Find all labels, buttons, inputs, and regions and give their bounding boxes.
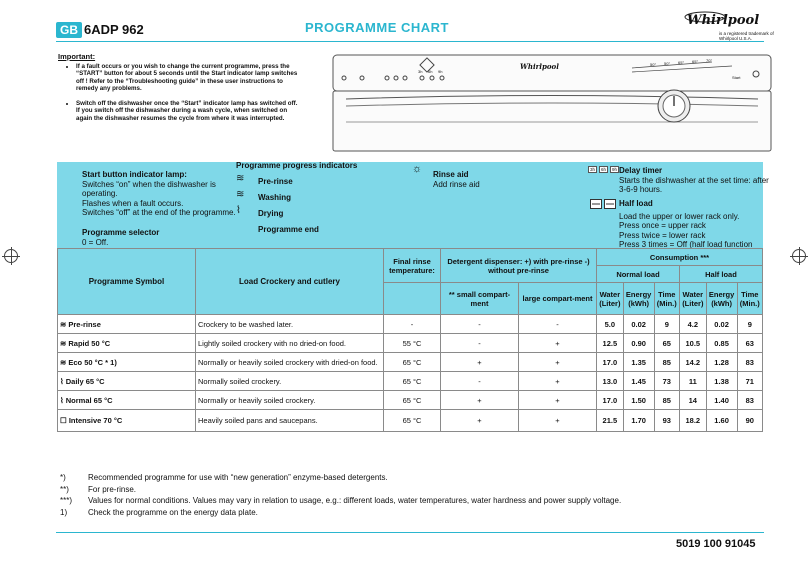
programme-name: Normal 65 °C — [65, 395, 113, 405]
footnote — [60, 484, 621, 496]
panel-delay-label: 6h — [428, 69, 433, 74]
small-cell: + — [441, 391, 519, 410]
table-row — [58, 334, 763, 353]
selector-text: 0 = Off. — [82, 237, 109, 247]
value-cell: 1.38 — [706, 372, 737, 391]
panel-delay-label: 9h — [438, 69, 443, 74]
daily-icon: ⌇ — [60, 376, 66, 386]
footer-rule — [56, 532, 764, 533]
delay-label: 6h — [601, 167, 607, 172]
panel-prog-label: 65° — [678, 60, 685, 65]
col-header-small: ** small compart-ment — [441, 283, 519, 315]
col-header-time: Time (Min.) — [737, 283, 762, 315]
small-cell: - — [441, 334, 519, 353]
temp-cell: 65 °C — [384, 353, 441, 372]
brand-logo — [683, 8, 774, 42]
value-cell: 0.90 — [623, 334, 654, 353]
half-load-line: Press once = upper rack — [619, 221, 706, 230]
intensive-icon: ☐ — [60, 416, 69, 425]
footnotes — [60, 472, 621, 518]
value-cell: 12.5 — [597, 334, 624, 353]
value-cell: 90 — [737, 410, 762, 432]
panel-brand: Whirlpool — [520, 62, 559, 71]
footnote-key: **) — [60, 484, 69, 494]
delay-timer-icon — [588, 166, 619, 173]
col-header-final-rinse: Final rinse temperature: — [384, 249, 441, 283]
temp-cell: 65 °C — [384, 372, 441, 391]
progress-title: Programme progress indicators — [236, 161, 358, 170]
programme-cell — [58, 334, 196, 353]
col-header-detergent: Detergent dispenser: +) with pre-rinse -) without pre-rinse — [441, 249, 597, 283]
value-cell: 1.35 — [623, 353, 654, 372]
value-cell: 1.40 — [706, 391, 737, 410]
large-cell: - — [519, 315, 597, 334]
col-header-symbol: Programme Symbol — [58, 249, 196, 315]
footnote — [60, 472, 621, 484]
delay-label: 3h — [590, 167, 596, 172]
value-cell: 63 — [737, 334, 762, 353]
load-cell: Lightly soiled crockery with no dried-on food. — [196, 334, 384, 353]
important-heading: Important: — [58, 52, 96, 61]
footnote-text: Values for normal conditions. Values may vary in relation to usage, e.g.: different loads, water temperatures, water hardness and power supply voltage. — [88, 496, 622, 505]
col-header-consumption: Consumption *** — [597, 249, 763, 266]
value-cell: 93 — [654, 410, 679, 432]
load-cell: Heavily soiled pans and saucepans. — [196, 410, 384, 432]
value-cell: 9 — [737, 315, 762, 334]
table-row — [58, 410, 763, 432]
half-load-line: Press twice = lower rack — [619, 230, 706, 240]
half-load-line: Press 3 times = Off (half load function — [619, 240, 753, 249]
value-cell: 0.02 — [706, 315, 737, 334]
col-header-time: Time (Min.) — [654, 283, 679, 315]
start-lamp-line: Flashes when a fault occurs. — [82, 198, 184, 208]
value-cell: 85 — [654, 353, 679, 372]
washing-icon: ≋ — [236, 189, 245, 200]
programme-cell — [58, 410, 196, 432]
header-rule — [56, 41, 764, 42]
value-cell: 9 — [654, 315, 679, 334]
table-row — [58, 353, 763, 372]
programme-name: Daily 65 °C — [65, 376, 105, 386]
panel-prog-label: 50° — [664, 61, 671, 66]
pre-rinse-icon: ≋ — [236, 173, 245, 184]
progress-item — [236, 189, 386, 208]
footnote-text: Recommended programme for use with “new generation” enzyme-based detergents. — [88, 473, 388, 482]
value-cell: 0.02 — [623, 315, 654, 334]
table-row — [58, 372, 763, 391]
table-row — [58, 315, 763, 334]
brand-name: Whirlpool — [687, 13, 760, 28]
half-load-line: Load the upper or lower rack only. — [619, 211, 740, 221]
large-cell: + — [519, 391, 597, 410]
document-code: 5019 100 91045 — [676, 538, 756, 550]
col-header-load: Load Crockery and cutlery — [196, 249, 384, 315]
half-load-icon — [590, 199, 616, 209]
value-cell: 1.45 — [623, 372, 654, 391]
delay-timer-info — [619, 166, 769, 195]
value-cell: 11 — [679, 372, 706, 391]
value-cell: 0.85 — [706, 334, 737, 353]
brand-trademark: is a registered trademark of Whirlpool U.S.A. — [719, 31, 774, 41]
selector-info — [82, 228, 159, 247]
value-cell: 10.5 — [679, 334, 706, 353]
progress-item — [236, 224, 386, 240]
start-lamp-line: Switches “off” at the end of the programme. — [82, 208, 236, 217]
col-header-blank — [384, 283, 441, 315]
footnote-key: ***) — [60, 496, 73, 505]
temp-cell: 65 °C — [384, 391, 441, 410]
large-cell: + — [519, 372, 597, 391]
value-cell: 1.70 — [623, 410, 654, 432]
value-cell: 73 — [654, 372, 679, 391]
important-item: • Switch off the dishwasher once the “Start” indicator lamp has switched off. If you switch off the dishwasher during a wash cycle, when switched on again the dishwasher resumes the cycle from where it was interrupted. — [76, 100, 301, 123]
drying-icon: ⌇ — [236, 205, 241, 216]
important-notice — [58, 53, 301, 157]
value-cell: 85 — [654, 391, 679, 410]
delay-title: Delay timer — [619, 166, 663, 175]
footnote-key: *) — [60, 473, 66, 482]
normal-icon: ⌇ — [60, 395, 66, 405]
start-lamp-line: Switches “on” when the dishwasher is operating. — [82, 179, 216, 198]
small-cell: - — [441, 315, 519, 334]
panel-start-label: Start — [732, 75, 741, 80]
value-cell: 18.2 — [679, 410, 706, 432]
load-cell: Crockery to be washed later. — [196, 315, 384, 334]
value-cell: 65 — [654, 334, 679, 353]
col-header-energy: Energy (kWh) — [706, 283, 737, 315]
col-header-large: large compart-ment — [519, 283, 597, 315]
programme-name: Eco 50 °C * 1) — [68, 357, 117, 367]
value-cell: 5.0 — [597, 315, 624, 334]
programme-cell — [58, 315, 196, 334]
pre-rinse-icon: ≋ — [60, 319, 69, 329]
load-cell: Normally or heavily soiled crockery with dried-on food. — [196, 353, 384, 372]
programme-name: Pre-rinse — [68, 319, 101, 329]
programme-cell — [58, 391, 196, 410]
col-header-water: Water (Liter) — [597, 283, 624, 315]
footnote-key: 1) — [60, 507, 68, 517]
col-header-normal-load: Normal load — [597, 266, 680, 283]
important-item: • If a fault occurs or you wish to change the current programme, press the “START” button for about 5 seconds until the Start indicator lamp switches off ! Refer to the “Troubleshooting guide” in these user instructions to remedy any problems. — [76, 63, 301, 93]
registration-mark-right — [792, 249, 806, 263]
registration-mark-left — [4, 249, 18, 263]
panel-prog-label: 65° — [692, 59, 699, 64]
control-panel-illustration — [332, 54, 772, 158]
progress-item-label: Drying — [258, 209, 284, 218]
footnote — [60, 507, 621, 519]
progress-item-label: Programme end — [258, 225, 319, 234]
footnote-text: Check the programme on the energy data plate. — [88, 507, 258, 517]
value-cell: 17.0 — [597, 353, 624, 372]
half-load-title: Half load — [619, 199, 653, 208]
value-cell: 21.5 — [597, 410, 624, 432]
page-title: PROGRAMME CHART — [305, 20, 449, 35]
delay-label: 9h — [612, 167, 618, 172]
eco-icon: ≋ — [60, 357, 69, 367]
value-cell: 17.0 — [597, 391, 624, 410]
programme-cell — [58, 372, 196, 391]
start-lamp-info — [82, 170, 247, 218]
temp-cell: 65 °C — [384, 410, 441, 432]
rinse-aid-icon: ☼ — [412, 163, 423, 175]
small-cell: - — [441, 372, 519, 391]
table-row — [58, 391, 763, 410]
panel-prog-label: 70° — [706, 58, 713, 63]
panel-delay-label: 3h — [418, 69, 423, 74]
progress-item — [236, 173, 386, 192]
rinse-aid-title: Rinse aid — [433, 170, 469, 179]
model-number: 6ADP 962 — [84, 22, 144, 37]
progress-list — [236, 173, 386, 240]
programme-name: Rapid 50 °C — [68, 338, 111, 348]
value-cell: 83 — [737, 391, 762, 410]
progress-item-label: Pre-rinse — [258, 177, 293, 186]
value-cell: 4.2 — [679, 315, 706, 334]
value-cell: 14.2 — [679, 353, 706, 372]
large-cell: + — [519, 334, 597, 353]
progress-item — [236, 205, 386, 224]
rapid-icon: ≋ — [60, 338, 69, 348]
panel-prog-label: 50° — [650, 62, 657, 67]
programme-table — [57, 248, 763, 432]
value-cell: 13.0 — [597, 372, 624, 391]
value-cell: 14 — [679, 391, 706, 410]
temp-cell: - — [384, 315, 441, 334]
small-cell: + — [441, 410, 519, 432]
programme-name: Intensive 70 °C — [68, 416, 123, 425]
value-cell: 83 — [737, 353, 762, 372]
load-cell: Normally or heavily soiled crockery. — [196, 391, 384, 410]
load-cell: Normally soiled crockery. — [196, 372, 384, 391]
value-cell: 71 — [737, 372, 762, 391]
value-cell: 1.60 — [706, 410, 737, 432]
col-header-half-load: Half load — [679, 266, 762, 283]
footnote — [60, 495, 621, 507]
selector-title: Programme selector — [82, 228, 160, 237]
start-lamp-title: Start button indicator lamp: — [82, 170, 187, 179]
large-cell: + — [519, 353, 597, 372]
rinse-aid-text: Add rinse aid — [433, 179, 480, 189]
temp-cell: 55 °C — [384, 334, 441, 353]
language-badge: GB — [56, 22, 82, 38]
col-header-energy: Energy (kWh) — [623, 283, 654, 315]
col-header-water: Water (Liter) — [679, 283, 706, 315]
value-cell: 1.50 — [623, 391, 654, 410]
programme-cell — [58, 353, 196, 372]
value-cell: 1.28 — [706, 353, 737, 372]
large-cell: + — [519, 410, 597, 432]
footnote-text: For pre-rinse. — [88, 484, 137, 494]
small-cell: + — [441, 353, 519, 372]
rinse-aid-info — [433, 170, 480, 189]
delay-text: Starts the dishwasher at the set time: after 3-6-9 hours. — [619, 175, 769, 194]
progress-item-label: Washing — [258, 193, 292, 202]
